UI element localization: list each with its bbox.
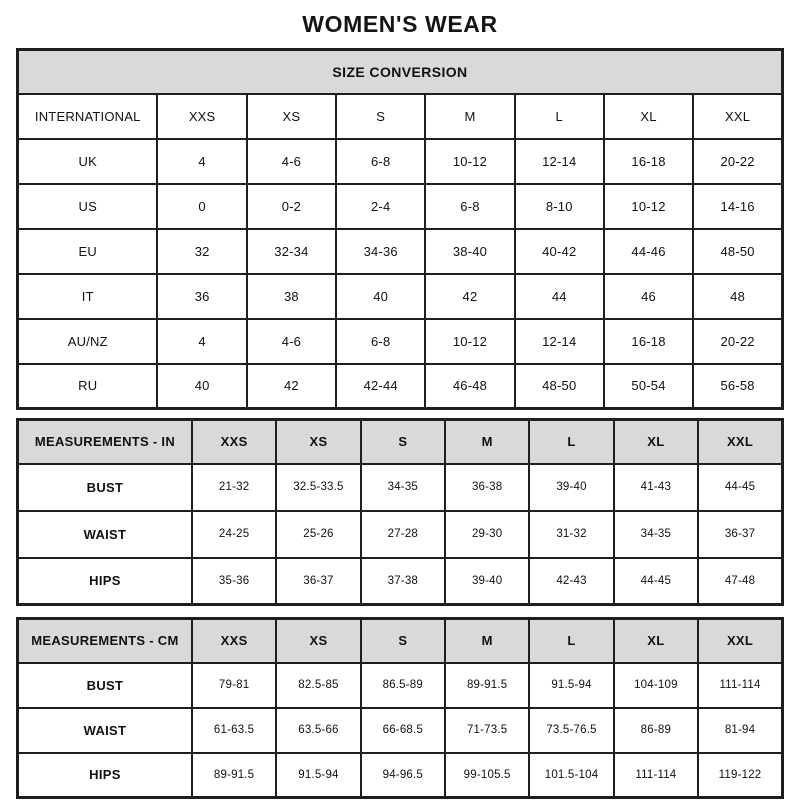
row-label-cell: HIPS xyxy=(18,558,192,605)
data-cell: 10-12 xyxy=(425,319,514,364)
data-cell: 37-38 xyxy=(361,558,445,605)
data-cell: 86-89 xyxy=(614,708,698,753)
data-cell: 24-25 xyxy=(192,511,276,558)
data-cell: 16-18 xyxy=(604,319,693,364)
data-cell: 36 xyxy=(157,274,246,319)
data-cell: 91.5-94 xyxy=(276,753,360,798)
data-cell: 32-34 xyxy=(247,229,336,274)
size-conversion-body xyxy=(18,139,783,409)
data-cell: 61-63.5 xyxy=(192,708,276,753)
data-cell: 12-14 xyxy=(515,139,604,184)
data-cell: 6-8 xyxy=(425,184,514,229)
data-cell: 46 xyxy=(604,274,693,319)
table-row xyxy=(18,753,783,798)
column-header-cell: M xyxy=(445,420,529,464)
data-cell: 63.5-66 xyxy=(276,708,360,753)
data-cell: 47-48 xyxy=(698,558,782,605)
table-row xyxy=(18,663,783,708)
data-cell: 8-10 xyxy=(515,184,604,229)
data-cell: 81-94 xyxy=(698,708,782,753)
row-label-cell: IT xyxy=(18,274,158,319)
row-label-cell: US xyxy=(18,184,158,229)
column-header-cell: XXS xyxy=(192,420,276,464)
data-cell: 71-73.5 xyxy=(445,708,529,753)
column-header-cell: XXL xyxy=(698,619,782,663)
data-cell: 50-54 xyxy=(604,364,693,409)
table-row xyxy=(18,558,783,605)
row-label-cell: AU/NZ xyxy=(18,319,158,364)
data-cell: 4-6 xyxy=(247,139,336,184)
data-cell: 36-38 xyxy=(445,464,529,511)
row-label-cell: UK xyxy=(18,139,158,184)
size-conversion-banner: SIZE CONVERSION xyxy=(18,50,783,94)
data-cell: 2-4 xyxy=(336,184,425,229)
data-cell: 34-35 xyxy=(361,464,445,511)
column-header-cell: MEASUREMENTS - IN xyxy=(18,420,192,464)
data-cell: 39-40 xyxy=(529,464,613,511)
data-cell: 40 xyxy=(336,274,425,319)
measurements-cm-header-row xyxy=(18,619,783,663)
data-cell: 4 xyxy=(157,139,246,184)
data-cell: 34-35 xyxy=(614,511,698,558)
data-cell: 27-28 xyxy=(361,511,445,558)
data-cell: 41-43 xyxy=(614,464,698,511)
table-row xyxy=(18,708,783,753)
data-cell: 6-8 xyxy=(336,139,425,184)
data-cell: 48-50 xyxy=(515,364,604,409)
data-cell: 20-22 xyxy=(693,319,782,364)
data-cell: 66-68.5 xyxy=(361,708,445,753)
data-cell: 44-45 xyxy=(698,464,782,511)
data-cell: 14-16 xyxy=(693,184,782,229)
data-cell: 38 xyxy=(247,274,336,319)
measurements-in-body xyxy=(18,464,783,605)
table-row xyxy=(18,184,783,229)
data-cell: 73.5-76.5 xyxy=(529,708,613,753)
data-cell: 42-44 xyxy=(336,364,425,409)
data-cell: 86.5-89 xyxy=(361,663,445,708)
size-conversion-header-row xyxy=(18,94,783,139)
column-header-cell: XXL xyxy=(693,94,782,139)
data-cell: 89-91.5 xyxy=(445,663,529,708)
data-cell: 104-109 xyxy=(614,663,698,708)
data-cell: 16-18 xyxy=(604,139,693,184)
data-cell: 40-42 xyxy=(515,229,604,274)
column-header-cell: XS xyxy=(276,420,360,464)
data-cell: 89-91.5 xyxy=(192,753,276,798)
column-header-cell: XXS xyxy=(157,94,246,139)
column-header-cell: S xyxy=(361,420,445,464)
column-header-cell: L xyxy=(515,94,604,139)
column-header-cell: INTERNATIONAL xyxy=(18,94,158,139)
data-cell: 21-32 xyxy=(192,464,276,511)
column-header-cell: S xyxy=(336,94,425,139)
data-cell: 6-8 xyxy=(336,319,425,364)
data-cell: 99-105.5 xyxy=(445,753,529,798)
data-cell: 48 xyxy=(693,274,782,319)
data-cell: 101.5-104 xyxy=(529,753,613,798)
measurements-cm-table xyxy=(16,617,784,799)
data-cell: 36-37 xyxy=(698,511,782,558)
data-cell: 44-45 xyxy=(614,558,698,605)
row-label-cell: BUST xyxy=(18,464,192,511)
size-conversion-banner-row xyxy=(18,50,783,94)
data-cell: 111-114 xyxy=(698,663,782,708)
column-header-cell: XS xyxy=(276,619,360,663)
column-header-cell: M xyxy=(445,619,529,663)
column-header-cell: XS xyxy=(247,94,336,139)
data-cell: 10-12 xyxy=(425,139,514,184)
table-row xyxy=(18,229,783,274)
column-header-cell: XXS xyxy=(192,619,276,663)
data-cell: 34-36 xyxy=(336,229,425,274)
data-cell: 0-2 xyxy=(247,184,336,229)
data-cell: 31-32 xyxy=(529,511,613,558)
data-cell: 46-48 xyxy=(425,364,514,409)
data-cell: 36-37 xyxy=(276,558,360,605)
measurements-in-header-row xyxy=(18,420,783,464)
data-cell: 79-81 xyxy=(192,663,276,708)
data-cell: 44 xyxy=(515,274,604,319)
table-row xyxy=(18,319,783,364)
data-cell: 20-22 xyxy=(693,139,782,184)
table-row xyxy=(18,274,783,319)
table-row xyxy=(18,464,783,511)
column-header-cell: MEASUREMENTS - CM xyxy=(18,619,192,663)
column-header-cell: XL xyxy=(614,619,698,663)
data-cell: 91.5-94 xyxy=(529,663,613,708)
table-row xyxy=(18,511,783,558)
data-cell: 111-114 xyxy=(614,753,698,798)
page-title: WOMEN'S WEAR xyxy=(302,11,498,37)
data-cell: 119-122 xyxy=(698,753,782,798)
measurements-cm-body xyxy=(18,663,783,798)
data-cell: 4 xyxy=(157,319,246,364)
table-row xyxy=(18,139,783,184)
data-cell: 44-46 xyxy=(604,229,693,274)
row-label-cell: WAIST xyxy=(18,511,192,558)
data-cell: 56-58 xyxy=(693,364,782,409)
column-header-cell: S xyxy=(361,619,445,663)
data-cell: 29-30 xyxy=(445,511,529,558)
data-cell: 32 xyxy=(157,229,246,274)
data-cell: 4-6 xyxy=(247,319,336,364)
data-cell: 39-40 xyxy=(445,558,529,605)
column-header-cell: L xyxy=(529,619,613,663)
data-cell: 94-96.5 xyxy=(361,753,445,798)
data-cell: 32.5-33.5 xyxy=(276,464,360,511)
data-cell: 48-50 xyxy=(693,229,782,274)
column-header-cell: XL xyxy=(604,94,693,139)
row-label-cell: RU xyxy=(18,364,158,409)
data-cell: 12-14 xyxy=(515,319,604,364)
column-header-cell: L xyxy=(529,420,613,464)
measurements-in-table xyxy=(16,418,784,606)
row-label-cell: WAIST xyxy=(18,708,192,753)
row-label-cell: EU xyxy=(18,229,158,274)
column-header-cell: XL xyxy=(614,420,698,464)
data-cell: 10-12 xyxy=(604,184,693,229)
data-cell: 38-40 xyxy=(425,229,514,274)
data-cell: 42 xyxy=(247,364,336,409)
data-cell: 35-36 xyxy=(192,558,276,605)
data-cell: 40 xyxy=(157,364,246,409)
row-label-cell: BUST xyxy=(18,663,192,708)
data-cell: 42 xyxy=(425,274,514,319)
row-label-cell: HIPS xyxy=(18,753,192,798)
data-cell: 42-43 xyxy=(529,558,613,605)
data-cell: 25-26 xyxy=(276,511,360,558)
data-cell: 82.5-85 xyxy=(276,663,360,708)
data-cell: 0 xyxy=(157,184,246,229)
size-conversion-table xyxy=(16,48,784,410)
column-header-cell: M xyxy=(425,94,514,139)
column-header-cell: XXL xyxy=(698,420,782,464)
table-row xyxy=(18,364,783,409)
